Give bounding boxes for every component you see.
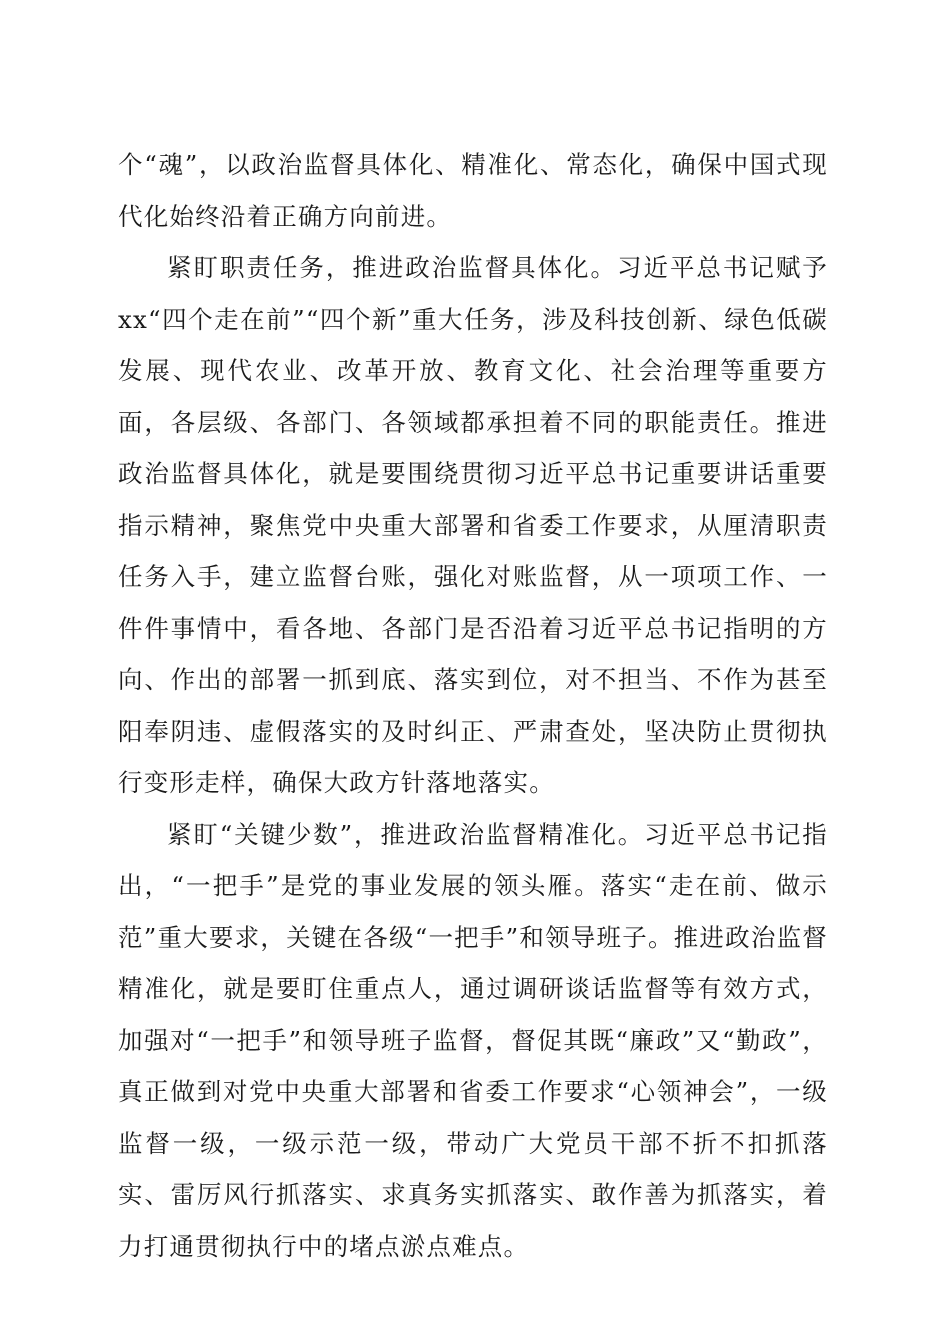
paragraph-political-supervision-precise: 紧盯“关键少数”，推进政治监督精准化。习近平总书记指出，“一把手”是党的事业发展的领头雁。落实“走在前、做示范”重大要求，关键在各级“一把手”和领导班子。推进政治监督精准化，就是要盯住重点人，通过调研谈话监督等有效方式，加强对“一把手”和领导班子监督，督促其既“廉政”又“勤政”，真正做到对党中央重大部署和省委工作要求“心领神会”，一级监督一级，一级示范一级，带动广大党员干部不折不扣抓落实、雷厉风行抓落实、求真务实抓落实、敢作善为抓落实，着力打通贯彻执行中的堵点淤点难点。 — [118, 819, 828, 1261]
paragraph-political-supervision-specific: 紧盯职责任务，推进政治监督具体化。习近平总书记赋予xx“四个走在前”“四个新”重大任务，涉及科技创新、绿色低碳发展、现代农业、改革开放、教育文化、社会治理等重要方面，各层级、各部门、各领域都承担着不同的职能责任。推进政治监督具体化，就是要围绕贯彻习近平总书记重要讲话重要指示精神，聚焦党中央重大部署和省委工作要求，从厘清职责任务入手，建立监督台账，强化对账监督，从一项项工作、一件件事情中，看各地、各部门是否沿着习近平总书记指明的方向、作出的部署一抓到底、落实到位，对不担当、不作为甚至阳奉阴违、虚假落实的及时纠正、严肃查处，坚决防止贯彻执行变形走样，确保大政方针落地落实。 — [118, 253, 828, 797]
paragraph-continuation: 个“魂”，以政治监督具体化、精准化、常态化，确保中国式现代化始终沿着正确方向前进。 — [118, 150, 828, 231]
document-body — [118, 139, 828, 1272]
